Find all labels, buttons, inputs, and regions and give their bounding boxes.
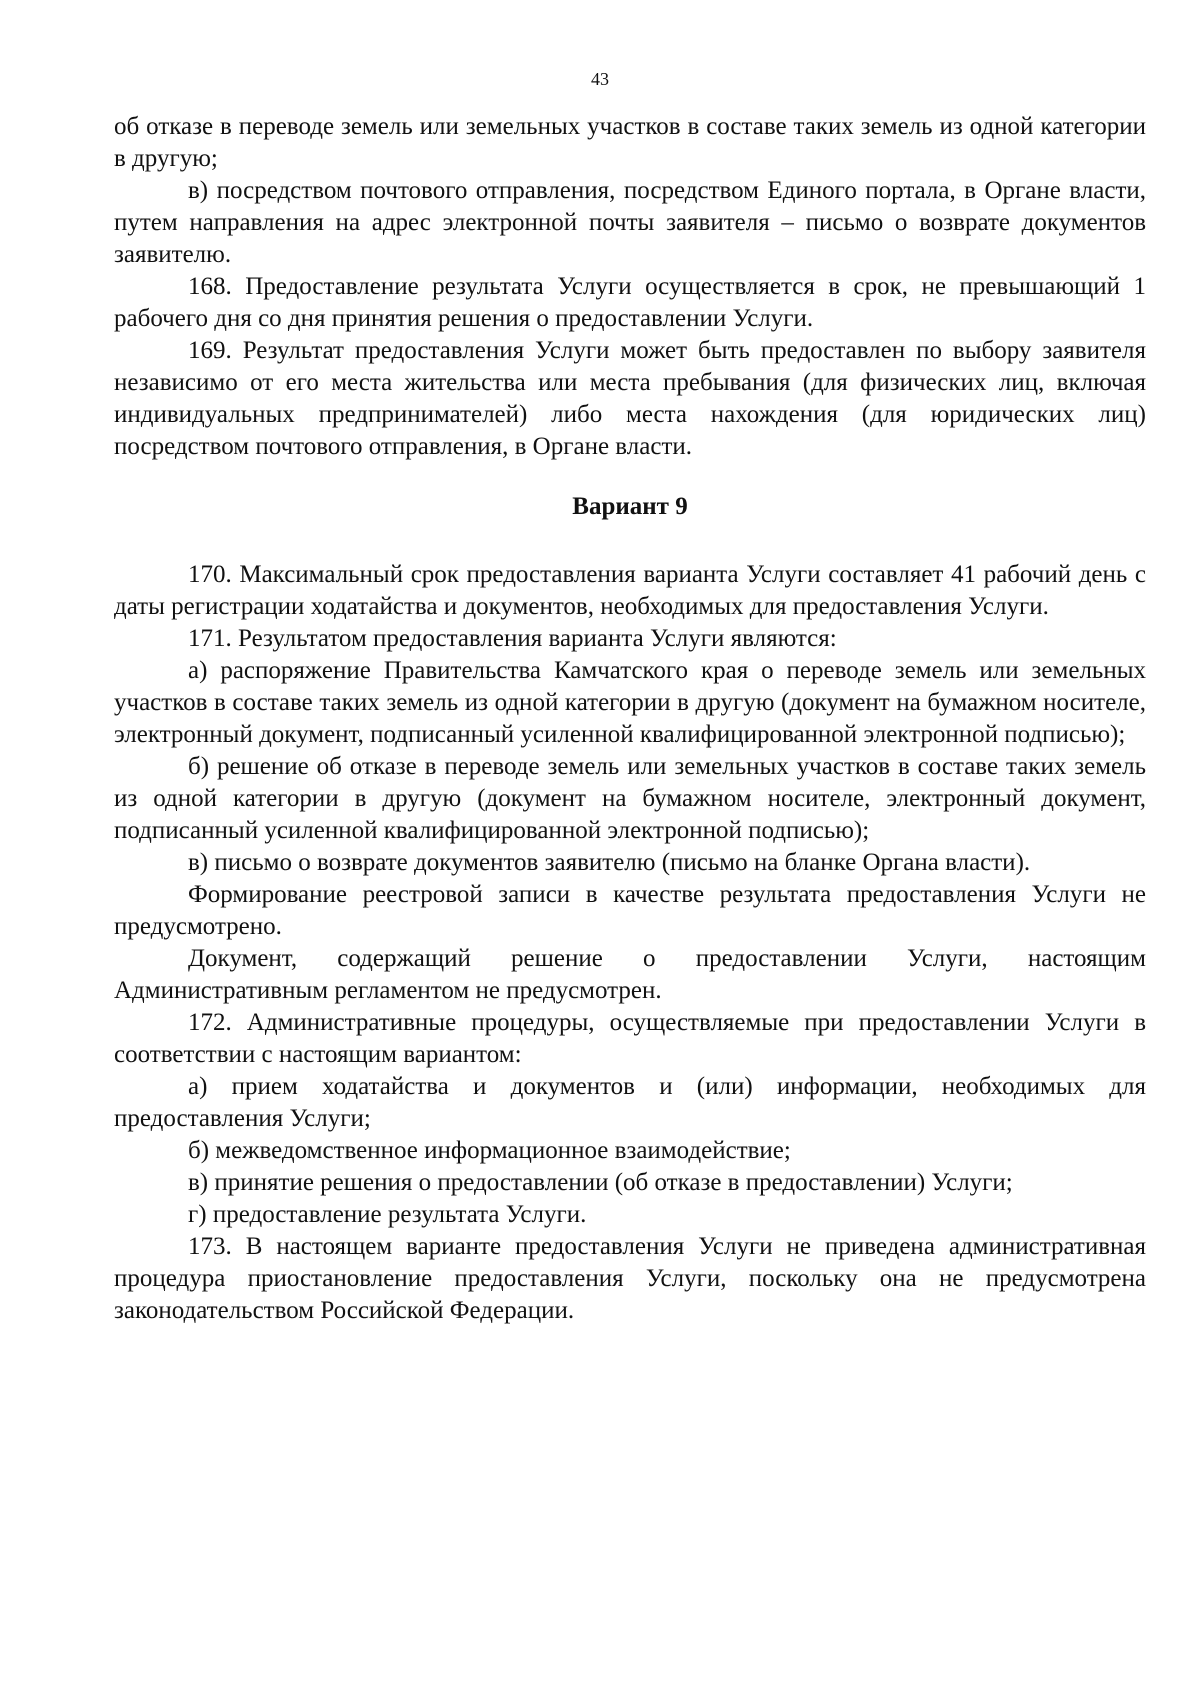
paragraph: а) прием ходатайства и документов и (или) информации, необходимых для предоставления Услуги; [114, 1073, 1146, 1132]
paragraph: 171. Результатом предоставления варианта Услуги являются: [188, 625, 837, 652]
paragraph: 169. Результат предоставления Услуги может быть предоставлен по выбору заявителя независимо от его места жительства или места пребывания (для физических лиц, включая индивидуальных предпринимателей) либо места нахождения (для юридических лиц) посредством почтового отправления, в Органе власти. [114, 337, 1146, 460]
paragraph: б) межведомственное информационное взаимодействие; [188, 1137, 791, 1164]
paragraph: б) решение об отказе в переводе земель или земельных участков в составе таких земель из одной категории в другую (документ на бумажном носителе, электронный документ, подписанный усиленной квалифицированной электронной подписью); [114, 753, 1146, 844]
document-body [114, 111, 1146, 1327]
paragraph: в) принятие решения о предоставлении (об отказе в предоставлении) Услуги; [188, 1169, 1013, 1196]
paragraph: в) посредством почтового отправления, посредством Единого портала, в Органе власти, путем направления на адрес электронной почты заявителя – письмо о возврате документов заявителю. [114, 177, 1146, 268]
section-heading: Вариант 9 [572, 493, 688, 520]
paragraph: Формирование реестровой записи в качестве результата предоставления Услуги не предусмотрено. [114, 881, 1146, 940]
paragraph: 172. Административные процедуры, осуществляемые при предоставлении Услуги в соответствии с настоящим вариантом: [114, 1009, 1146, 1068]
paragraph: 170. Максимальный срок предоставления варианта Услуги составляет 41 рабочий день с даты регистрации ходатайства и документов, необходимых для предоставления Услуги. [114, 561, 1146, 620]
paragraph: Документ, содержащий решение о предоставлении Услуги, настоящим Административным регламентом не предусмотрен. [114, 945, 1146, 1004]
paragraph: в) письмо о возврате документов заявителю (письмо на бланке Органа власти). [188, 849, 1031, 876]
paragraph: 168. Предоставление результата Услуги осуществляется в срок, не превышающий 1 рабочего дня со дня принятия решения о предоставлении Услуги. [114, 273, 1146, 332]
paragraph: г) предоставление результата Услуги. [188, 1201, 587, 1228]
paragraph: 173. В настоящем варианте предоставления Услуги не приведена административная процедура приостановление предоставления Услуги, поскольку она не предусмотрена законодательством Российской Федерации. [114, 1233, 1146, 1324]
paragraph: а) распоряжение Правительства Камчатского края о переводе земель или земельных участков в составе таких земель из одной категории в другую (документ на бумажном носителе, электронный документ, подписанный усиленной квалифицированной электронной подписью); [114, 657, 1146, 748]
page-number: 43 [591, 69, 609, 89]
paragraph: об отказе в переводе земель или земельных участков в составе таких земель из одной категории в другую; [114, 113, 1146, 172]
